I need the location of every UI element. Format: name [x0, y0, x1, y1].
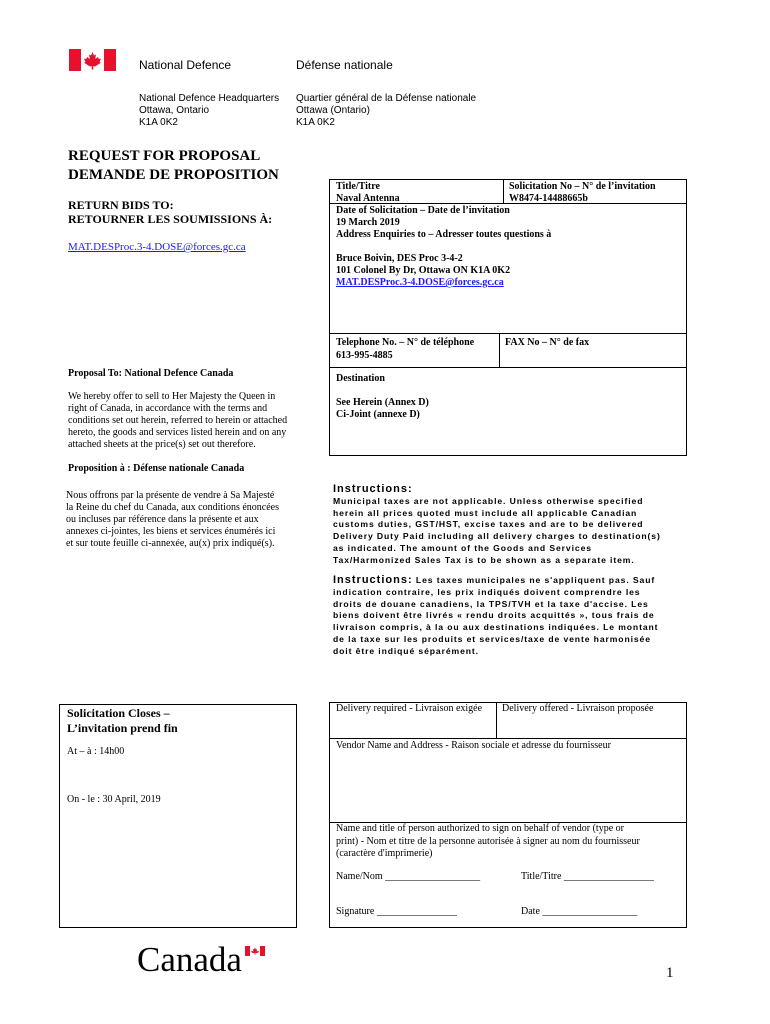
text-line: doit être indiqué séparément.	[333, 645, 479, 656]
address-line: Quartier général de la Défense nationale	[296, 93, 477, 104]
text-line: biens doivent être livrés « rendu droits acquittés », tous frais de	[333, 610, 655, 621]
return-bids-fr: RETOURNER LES SOUMISSIONS À:	[68, 212, 273, 226]
canada-flag-icon	[69, 49, 116, 71]
address-line: National Defence Headquarters	[139, 93, 280, 104]
document-title	[68, 147, 279, 185]
address-line: K1A 0K2	[139, 117, 178, 128]
telephone-field	[336, 336, 474, 362]
text-line: attached sheets at the price(s) set out therefore.	[68, 439, 256, 450]
contact-email-link[interactable]: MAT.DESProc.3-4.DOSE@forces.gc.ca	[336, 277, 504, 288]
title-label: Title/Titre	[336, 181, 380, 192]
closing-title	[67, 706, 178, 736]
text-line: Delivery Duty Paid including all delivery charges to destination(s)	[333, 531, 661, 542]
delivery-required-label: Delivery required - Livraison exigée	[336, 703, 483, 714]
solicitation-date-field	[336, 205, 510, 229]
vendor-box	[329, 702, 687, 928]
text-line: Municipal taxes are not applicable. Unless otherwise specified	[333, 495, 644, 506]
return-bids-heading	[68, 198, 272, 226]
text-line: et sur toute feuille ci-annexée, au(x) prix indiqué(s).	[66, 538, 275, 549]
text-line: right of Canada, in accordance with the terms and	[68, 403, 268, 414]
contact-name: Bruce Boivin, DES Proc 3-4-2	[336, 253, 463, 264]
vendor-name-address-label: Vendor Name and Address - Raison sociale et adresse du fournisseur	[336, 740, 611, 751]
dept-name-en: National Defence	[139, 58, 232, 72]
dept-name-fr: Défense nationale	[296, 58, 393, 72]
date-value: 19 March 2019	[336, 217, 400, 228]
authorized-person-label	[336, 823, 640, 861]
address-line: Ottawa, Ontario	[139, 105, 210, 116]
destination-label: Destination	[336, 373, 385, 384]
wordmark-flag-icon	[245, 943, 265, 953]
enquiries-contact	[336, 253, 510, 289]
instructions-en	[333, 484, 693, 567]
solicitation-closes-box	[59, 704, 297, 928]
page-number: 1	[666, 965, 674, 981]
delivery-offered-label: Delivery offered - Livraison proposée	[502, 703, 654, 714]
text-line: annexes ci-jointes, les biens et services énumérés ici	[66, 526, 276, 537]
enquiries-label: Address Enquiries to – Adresser toutes questions à	[336, 229, 552, 240]
closing-title-en: Solicitation Closes –	[67, 706, 170, 720]
telephone-value: 613-995-4885	[336, 350, 393, 361]
instructions-heading-en: Instructions:	[333, 483, 413, 495]
solicitation-label: Solicitation No – N° de l’invitation	[509, 181, 656, 192]
proposal-body-en	[68, 391, 287, 451]
destination-fr: Ci-Joint (annexe D)	[336, 409, 420, 420]
text-line: as indicated. The amount of the Goods and Services	[333, 542, 592, 553]
text-line: livraison compris, à la ou aux destinations indiquées. Le montant	[333, 622, 659, 633]
telephone-label: Telephone No. – N° de téléphone	[336, 337, 475, 348]
instructions-heading-fr: Instructions:	[333, 574, 413, 586]
address-line: K1A 0K2	[296, 117, 335, 128]
proposal-body-fr	[66, 490, 279, 550]
contact-address: 101 Colonel By Dr, Ottawa ON K1A 0K2	[336, 265, 511, 276]
return-bids-en: RETURN BIDS TO:	[68, 198, 174, 212]
date-label: Date of Solicitation – Date de l’invitation	[336, 205, 510, 216]
proposal-heading-fr: Proposition à : Défense nationale Canada	[68, 463, 245, 474]
address-en	[139, 93, 279, 129]
instructions-fr	[333, 575, 693, 658]
text-line: indication contraire, les prix indiqués doivent comprendre les	[333, 586, 641, 597]
text-line: Les taxes municipales ne s'appliquent pas. Sauf	[415, 575, 656, 585]
text-line: (caractère d'imprimerie)	[336, 848, 433, 859]
text-line: de la taxe sur les produits et services/taxe de vente harmonisée	[333, 633, 651, 644]
proposal-heading-en: Proposal To: National Defence Canada	[68, 368, 234, 379]
date-field[interactable]: Date ___________________	[521, 906, 638, 917]
address-line: Ottawa (Ontario)	[296, 105, 370, 116]
text-line: Tax/Harmonized Sales Tax is to be shown as a separate item.	[333, 554, 635, 565]
fax-label: FAX No – N° de fax	[505, 337, 590, 348]
destination-value	[336, 397, 429, 421]
text-line: Name and title of person authorized to sign on behalf of vendor (type or	[336, 823, 624, 834]
text-line: hereto, the goods and services listed herein and on any	[68, 427, 287, 438]
title-en: REQUEST FOR PROPOSAL	[68, 148, 261, 164]
address-fr	[296, 93, 476, 129]
text-line: herein all prices quoted must include all applicable Canadian	[333, 507, 638, 518]
text-line: droits de douane canadiens, la TPS/TVH et la taxe d'accise. Les	[333, 598, 649, 609]
closing-title-fr: L’invitation prend fin	[67, 721, 178, 735]
signature-field[interactable]: Signature ________________	[336, 906, 457, 917]
canada-wordmark: Canada	[137, 940, 242, 979]
closing-time: At – à : 14h00	[67, 746, 125, 757]
solicitation-value: W8474-14488665b	[509, 193, 588, 204]
closing-date: On - le : 30 April, 2019	[67, 794, 161, 805]
title-fr: DEMANDE DE PROPOSITION	[68, 167, 279, 183]
text-line: customs duties, GST/HST, excise taxes and are to be delivered	[333, 519, 644, 530]
title-value: Naval Antenna	[336, 193, 400, 204]
title-signature-field[interactable]: Title/Titre __________________	[521, 871, 654, 882]
text-line: ou incluses par référence dans la présente et aux	[66, 514, 259, 525]
text-line: conditions set out herein, referred to herein or attached	[68, 415, 288, 426]
name-field[interactable]: Name/Nom ___________________	[336, 871, 481, 882]
destination-en: See Herein (Annex D)	[336, 397, 429, 408]
text-line: We hereby offer to sell to Her Majesty the Queen in	[68, 391, 276, 402]
return-bids-email-link[interactable]: MAT.DESProc.3-4.DOSE@forces.gc.ca	[68, 241, 246, 253]
title-field	[336, 181, 400, 205]
solicitation-number-field	[509, 181, 656, 205]
text-line: print) - Nom et titre de la personne autorisée à signer au nom du fournisseur	[336, 835, 640, 847]
text-line: la Reine du chef du Canada, aux conditions énoncées	[66, 502, 279, 513]
text-line: Nous offrons par la présente de vendre à Sa Majesté	[66, 490, 275, 501]
